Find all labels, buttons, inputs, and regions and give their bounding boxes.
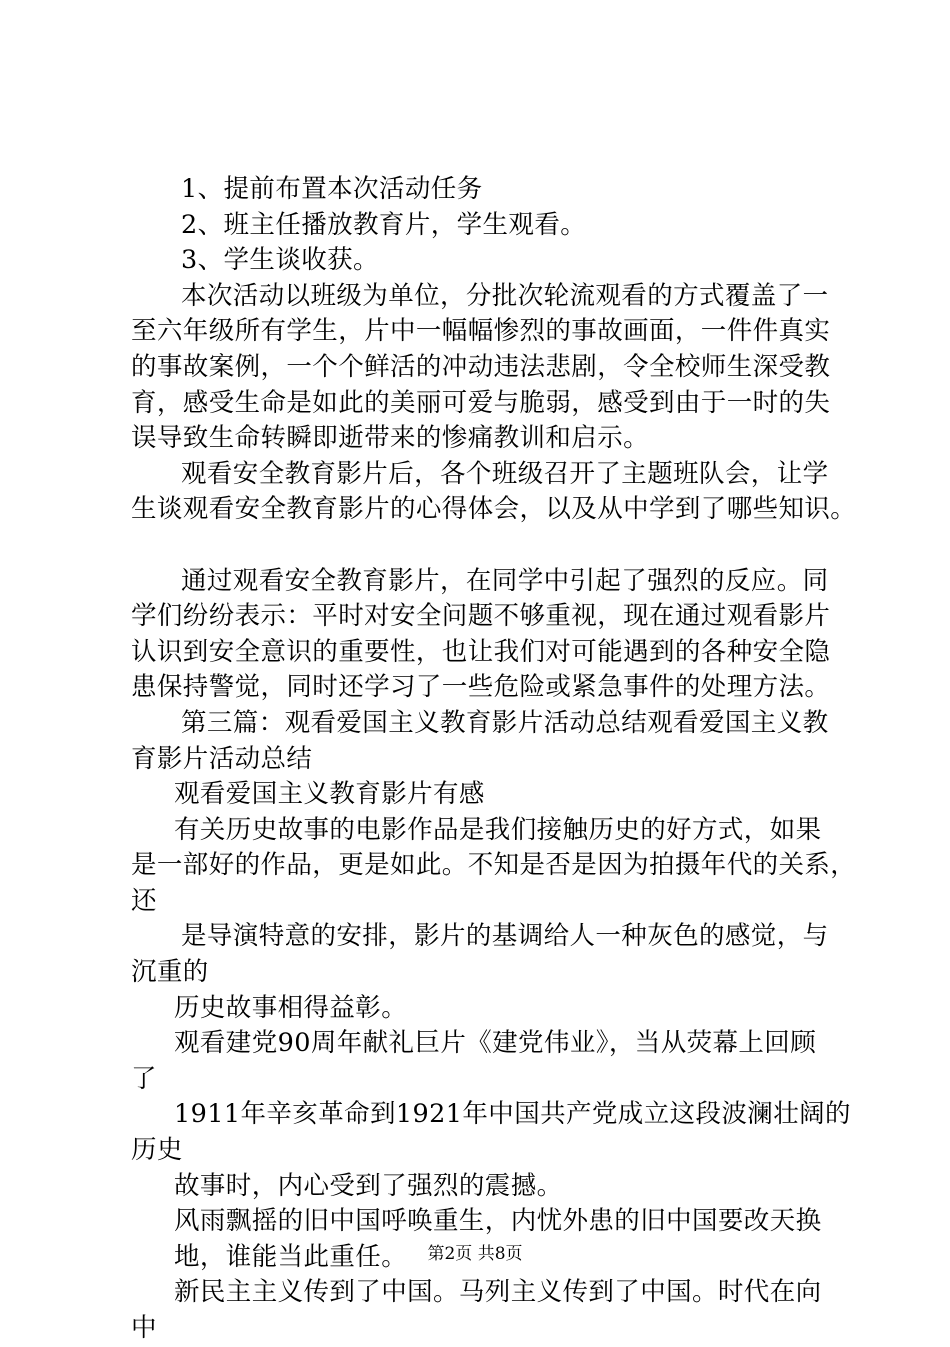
paragraph-line: 是一部好的作品，更是如此。不知是否是因为拍摄年代的关系， [131,850,857,881]
paragraph-line: 新民主主义传到了中国。马列主义传到了中国。时代在向 [174,1277,822,1308]
paragraph-line: 还 [131,885,157,916]
list-item-1: 1、提前布置本次活动任务 [181,174,483,204]
page-number: 第2页 共8页 [427,1244,523,1264]
blank-line [131,528,851,564]
paragraph-line: 育，感受生命是如此的美丽可爱与脆弱，感受到由于一时的失 [131,387,831,418]
paragraph-line: 生谈观看安全教育影片的心得体会，以及从中学到了哪些知识。 [131,494,857,525]
paragraph-line: 至六年级所有学生，片中一幅幅惨烈的事故画面，一件件真实 [131,316,831,347]
paragraph-line: 通过观看安全教育影片，在同学中引起了强烈的反应。同 [181,565,829,596]
list-item-2: 2、班主任播放教育片，学生观看。 [181,209,587,240]
paragraph-line: 了 [131,1063,157,1094]
paragraph-line: 历史故事相得益彰。 [174,992,408,1023]
paragraph-line: 是导演特意的安排，影片的基调给人一种灰色的感觉，与 [181,921,829,952]
paragraph-line: 中 [131,1313,157,1343]
document-body [131,172,857,1347]
article-title: 观看爱国主义教育影片有感 [174,779,485,810]
paragraph-line: 本次活动以班级为单位，分批次轮流观看的方式覆盖了一 [181,280,829,311]
paragraph-line: 故事时，内心受到了强烈的震撼。 [174,1170,563,1201]
paragraph-line: 观看安全教育影片后，各个班级召开了主题班队会，让学 [181,458,829,489]
paragraph-line: 观看建党90周年献礼巨片《建党伟业》，当从荧幕上回顾 [174,1028,817,1059]
paragraph-line: 患保持警觉，同时还学习了一些危险或紧急事件的处理方法。 [131,672,831,703]
paragraph-line: 的事故案例，一个个鲜活的冲动违法悲剧，令全校师生深受教 [131,351,831,382]
paragraph-line: 1911年辛亥革命到1921年中国共产党成立这段波澜壮阔的 [174,1099,851,1130]
paragraph-line: 学们纷纷表示：平时对安全问题不够重视，现在通过观看影片 [131,601,831,632]
paragraph-line: 风雨飘摇的旧中国呼唤重生，内忧外患的旧中国要改天换 [174,1206,822,1237]
list-item-3: 3、学生谈收获。 [181,245,379,276]
paragraph-line: 有关历史故事的电影作品是我们接触历史的好方式，如果 [174,814,822,845]
paragraph-line: 沉重的 [131,957,209,988]
section-heading: 第三篇：观看爱国主义教育影片活动总结观看爱国主义教 [181,707,829,738]
paragraph-line: 地，谁能当此重任。 [174,1241,408,1272]
section-heading: 育影片活动总结 [131,743,313,774]
paragraph-line: 误导致生命转瞬即逝带来的惨痛教训和启示。 [131,423,650,454]
paragraph-line: 历史 [131,1135,183,1166]
paragraph-line: 认识到安全意识的重要性，也让我们对可能遇到的各种安全隐 [131,636,831,667]
